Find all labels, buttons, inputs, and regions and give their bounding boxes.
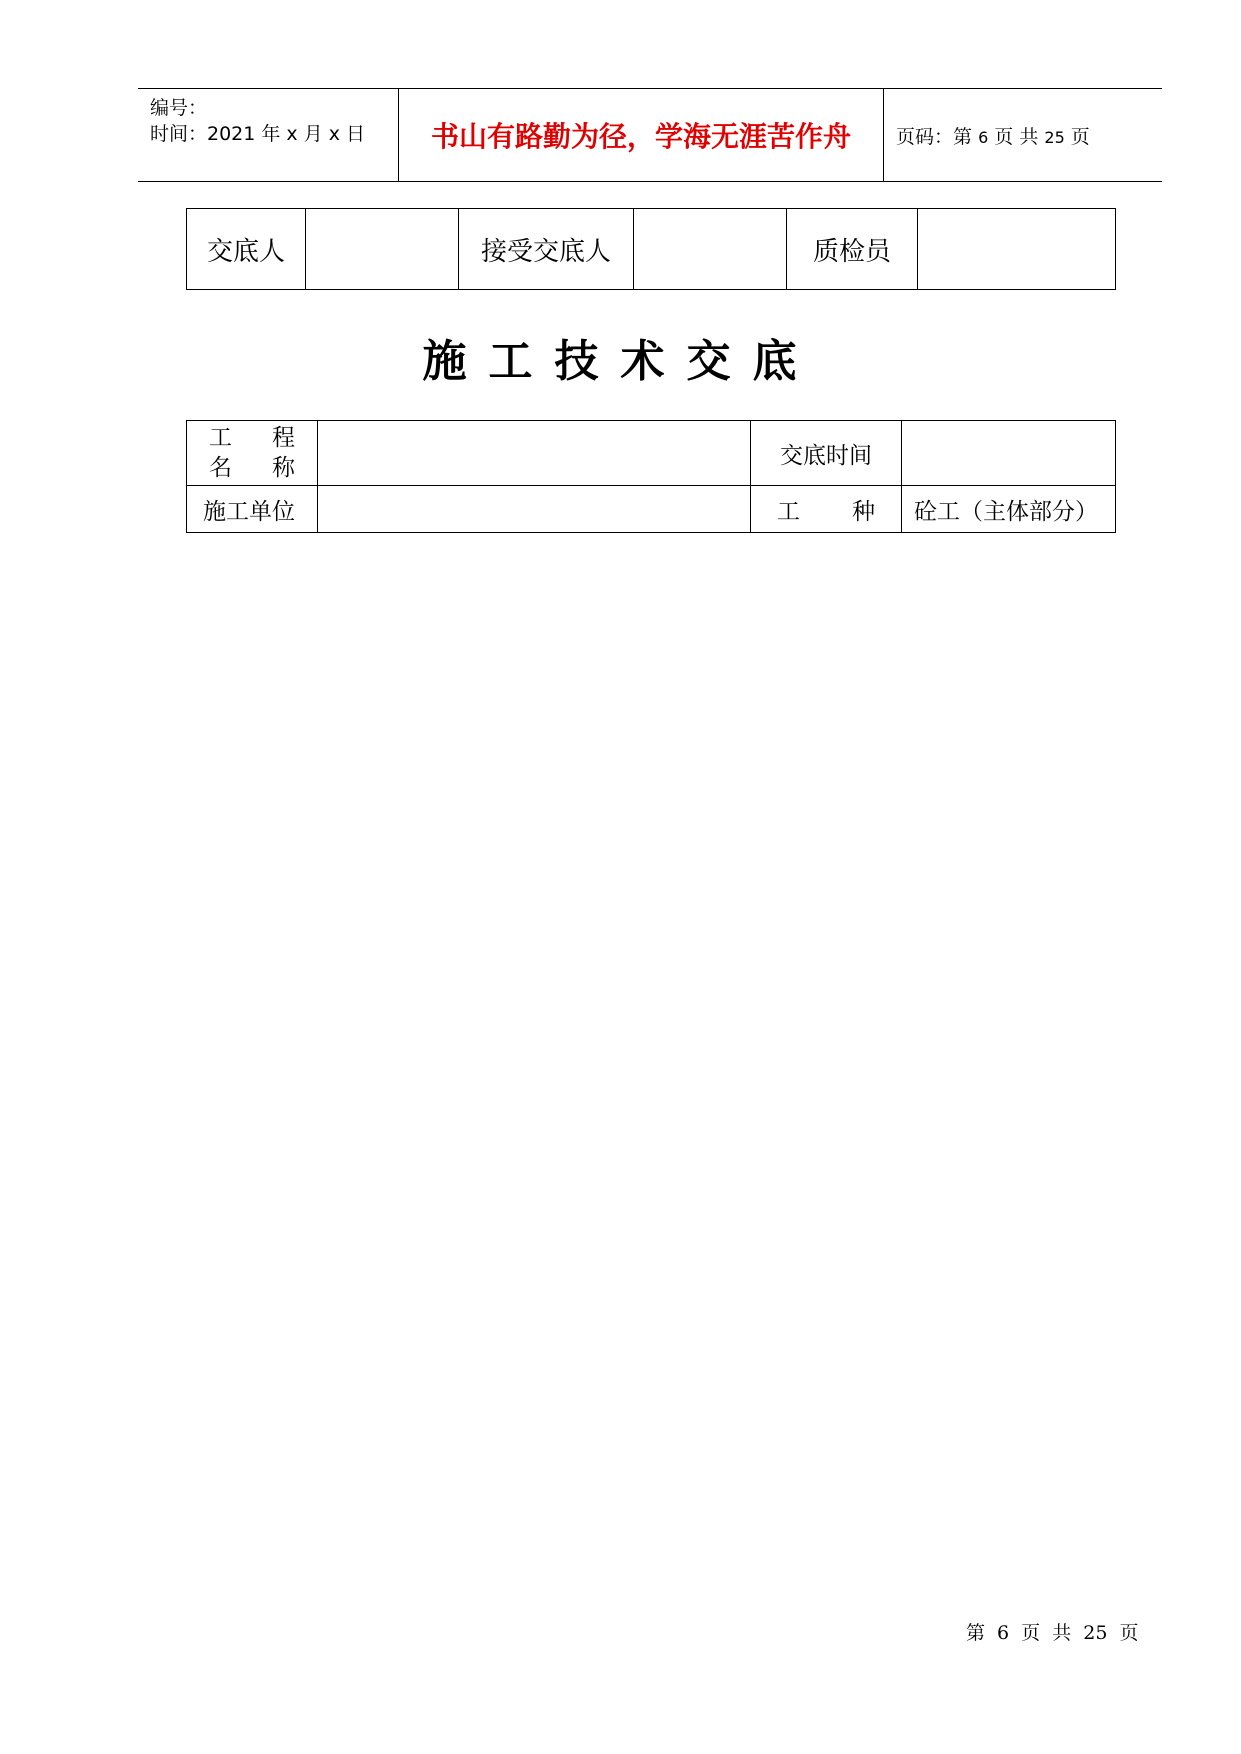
page-code-prefix: 页码：第 [896,125,973,148]
page-total: 25 [1044,127,1065,147]
project-name-label-bottom [187,453,317,483]
work-type-label-char: 种 [852,498,875,525]
disclosure-time-label: 交底时间 [751,421,902,486]
discloser-value [306,209,459,290]
work-type-label-char: 工 [777,498,800,525]
project-label-char: 称 [272,455,295,481]
page-current: 6 [978,127,989,147]
page-code [884,122,1090,149]
discloser-label: 交底人 [187,209,306,290]
header-motto: 书山有路勤为径，学海无涯苦作舟 [430,120,851,153]
project-name-label [187,421,318,486]
project-row [187,421,1116,486]
page-code-suffix: 页 [1070,125,1090,148]
document-title: 施工技术交底 [422,336,819,387]
work-type-value: 砼工（主体部分） [902,486,1116,533]
signoff-table [186,208,1116,290]
header-page-code [884,89,1162,181]
project-name-value [318,421,751,486]
header-motto-cell [398,89,884,181]
document-number-label: 编号： [150,97,208,119]
inspector-label: 质检员 [787,209,918,290]
project-label-char: 名 [209,455,232,481]
receiver-value [634,209,787,290]
receiver-label: 接受交底人 [459,209,634,290]
work-type-label-text [751,493,901,526]
project-label-char: 工 [209,425,232,451]
page-footer: 第 6 页 共 25 页 [966,1622,1139,1644]
work-type-label [751,486,902,533]
document-date: 时间：2021 年 x 月 x 日 [150,123,366,145]
signoff-row [187,209,1116,290]
project-label-char: 程 [272,425,295,451]
page-header [138,88,1162,182]
construction-unit-label: 施工单位 [187,486,318,533]
inspector-value [918,209,1116,290]
disclosure-time-value [902,421,1116,486]
unit-row [187,486,1116,533]
construction-unit-value [318,486,751,533]
project-name-label-top [187,423,317,453]
project-info-table [186,420,1116,533]
page-code-mid: 页 共 [994,125,1039,148]
header-meta [138,89,398,181]
